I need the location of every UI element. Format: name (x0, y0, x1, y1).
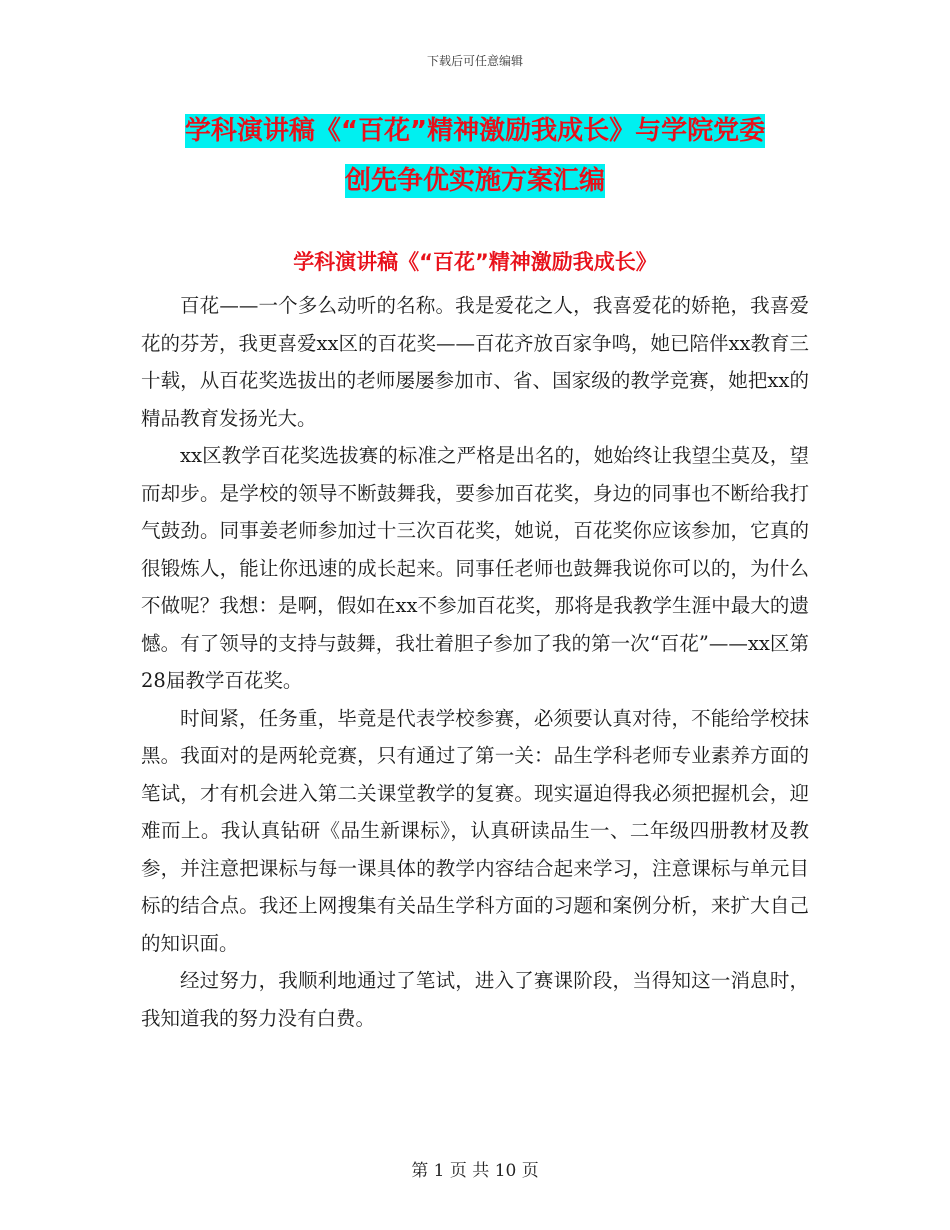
paragraph: 时间紧，任务重，毕竟是代表学校参赛，必须要认真对待，不能给学校抹黑。我面对的是两轮竞赛，只有通过了第一关：品生学科老师专业素养方面的笔试，才有机会进入第二关课堂教学的复赛。现实逼迫得我必须把握机会，迎难而上。我认真钻研《品生新课标》，认真研读品生一、二年级四册教材及教参，并注意把课标与每一课具体的教学内容结合起来学习，注意课标与单元目标的结合点。我还上网搜集有关品生学科方面的习题和案例分析，来扩大自己的知识面。 (141, 706, 809, 955)
document-title-line-1: 学科演讲稿《“百花”精神激励我成长》与学院党委 (184, 116, 766, 146)
document-title (0, 106, 950, 206)
section-title: 学科演讲稿《“百花”精神激励我成长》 (293, 250, 657, 274)
paragraph: 经过努力，我顺利地通过了笔试，进入了赛课阶段，当得知这一消息时，我知道我的努力没有白费。 (141, 969, 809, 1030)
document-title-line-2: 创先争优实施方案汇编 (344, 166, 605, 196)
paragraph: 百花——一个多么动听的名称。我是爱花之人，我喜爱花的娇艳，我喜爱花的芬芳，我更喜爱xx区的百花奖——百花齐放百家争鸣，她已陪伴xx教育三十载，从百花奖选拔出的老师屡屡参加市、省、国家级的教学竞赛，她把xx的精品教育发扬光大。 (141, 294, 809, 430)
body-text (141, 287, 809, 1037)
page-footer: 第 1 页 共 10 页 (411, 1161, 539, 1181)
paragraph: xx区教学百花奖选拔赛的标准之严格是出名的，她始终让我望尘莫及，望而却步。是学校的领导不断鼓舞我，要参加百花奖，身边的同事也不断给我打气鼓劲。同事姜老师参加过十三次百花奖，她说，百花奖你应该参加，它真的很锻炼人，能让你迅速的成长起来。同事任老师也鼓舞我说你可以的，为什么不做呢？我想：是啊，假如在xx不参加百花奖，那将是我教学生涯中最大的遗憾。有了领导的支持与鼓舞，我壮着胆子参加了我的第一次“百花”——xx区第28届教学百花奖。 (141, 444, 809, 692)
page-header: 下载后可任意编辑 (426, 54, 523, 68)
